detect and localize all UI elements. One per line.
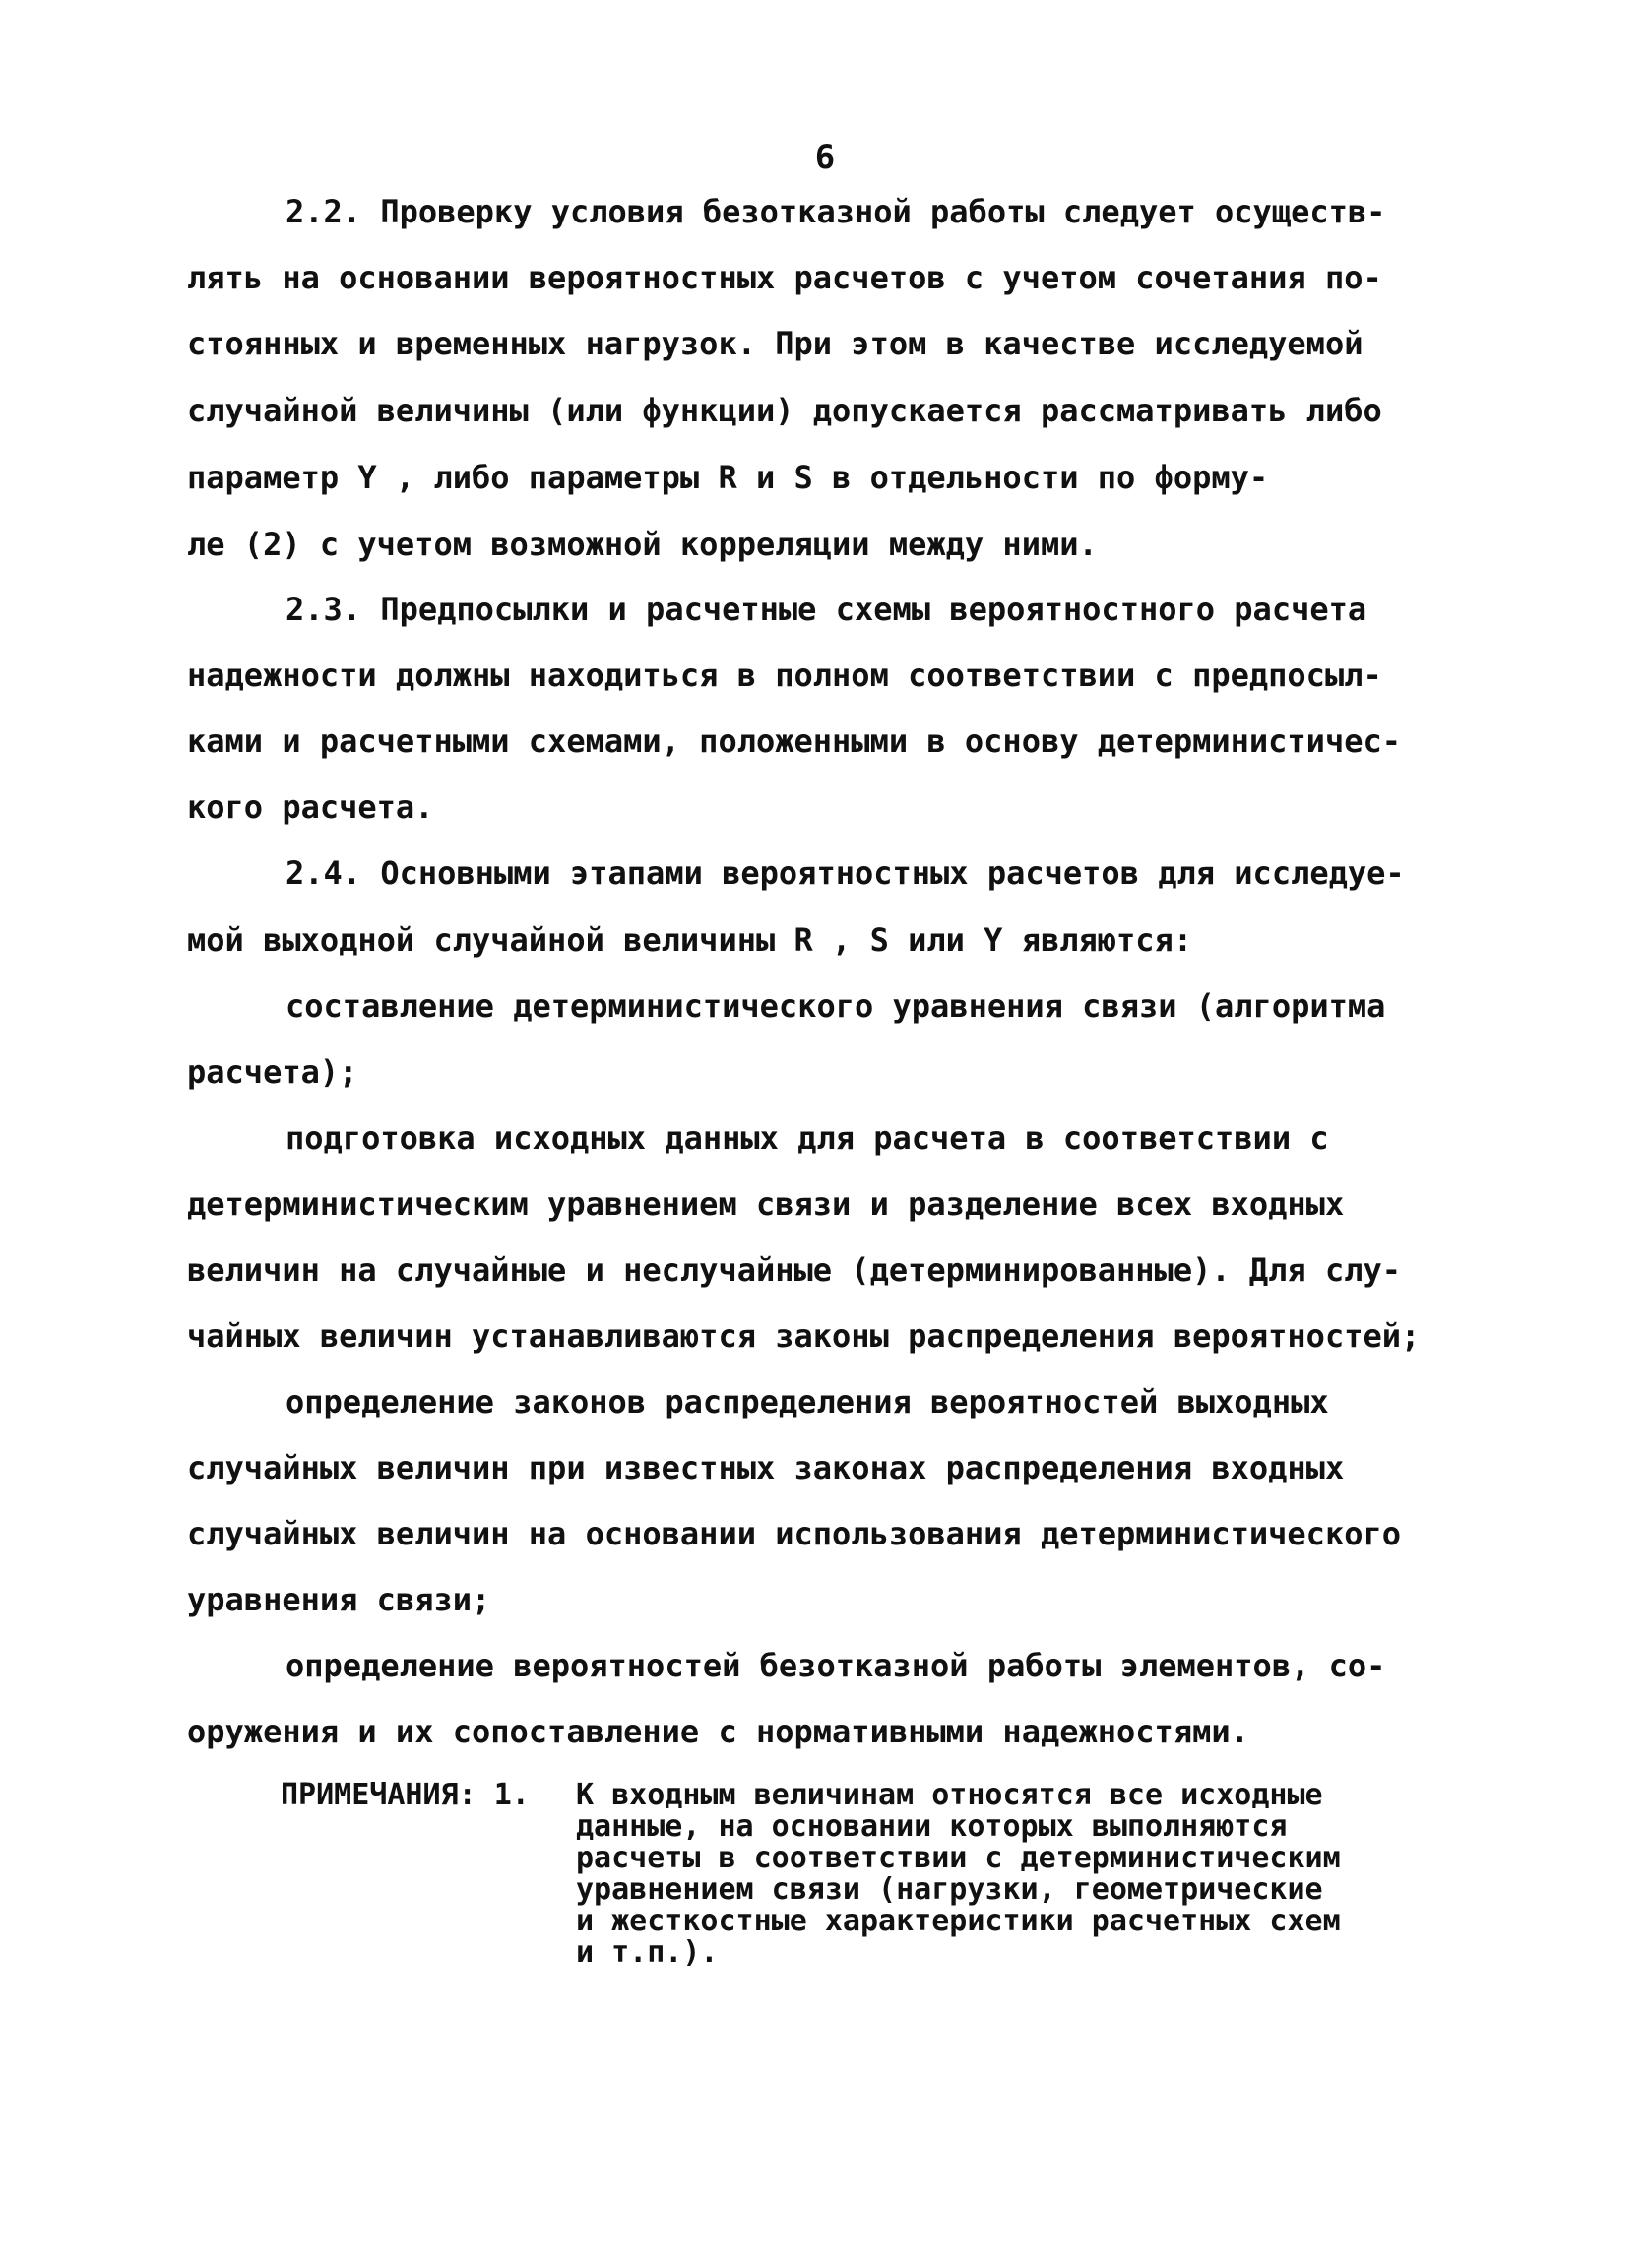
paragraph-line: кого расчета. bbox=[187, 788, 434, 826]
paragraph-line: мой выходной случайной величины R , S или Y являются: bbox=[187, 921, 1193, 959]
note-line: и жесткостные характеристики расчетных схем bbox=[576, 1904, 1341, 1938]
page-number: 6 bbox=[814, 138, 836, 177]
paragraph-line: параметр Y , либо параметры R и S в отдельности по форму- bbox=[187, 459, 1269, 496]
note-label: ПРИМЕЧАНИЯ: 1. bbox=[281, 1778, 530, 1812]
note-line: данные, на основании которых выполняются bbox=[576, 1809, 1288, 1844]
paragraph-line: детерминистическим уравнением связи и разделение всех входных bbox=[187, 1185, 1345, 1223]
paragraph-line: стоянных и временных нагрузок. При этом в качестве исследуемой bbox=[187, 325, 1364, 362]
paragraph-line: 2.4. Основными этапами вероятностных расчетов для исследуе- bbox=[286, 854, 1405, 892]
paragraph-line: определение законов распределения вероятностей выходных bbox=[286, 1383, 1329, 1420]
paragraph-line: случайных величин на основании использования детерминистического bbox=[187, 1515, 1401, 1552]
paragraph-line: расчета); bbox=[187, 1053, 358, 1091]
paragraph-line: случайных величин при известных законах распределения входных bbox=[187, 1449, 1345, 1486]
paragraph-line: ками и расчетными схемами, положенными в основу детерминистичес- bbox=[187, 723, 1401, 760]
paragraph-line: величин на случайные и неслучайные (детерминированные). Для слу- bbox=[187, 1251, 1401, 1289]
paragraph-line: определение вероятностей безотказной работы элементов, со- bbox=[286, 1647, 1386, 1684]
paragraph-line: подготовка исходных данных для расчета в соответствии с bbox=[286, 1119, 1329, 1157]
paragraph-line: 2.2. Проверку условия безотказной работы следует осуществ- bbox=[286, 193, 1386, 230]
paragraph-line: случайной величины (или функции) допускается рассматривать либо bbox=[187, 392, 1382, 429]
paragraph-line: ле (2) с учетом возможной корреляции между ними. bbox=[187, 526, 1098, 563]
paragraph-line: надежности должны находиться в полном соответствии с предпосыл- bbox=[187, 657, 1382, 694]
note-line: и т.п.). bbox=[576, 1935, 719, 1970]
paragraph-line: чайных величин устанавливаются законы распределения вероятностей; bbox=[187, 1317, 1421, 1354]
note-line: К входным величинам относятся все исходные bbox=[576, 1778, 1323, 1812]
note-line: расчеты в соответствии с детерминистическим bbox=[576, 1841, 1341, 1875]
paragraph-line: оружения и их сопоставление с нормативными надежностями. bbox=[187, 1713, 1249, 1750]
paragraph-line: лять на основании вероятностных расчетов с учетом сочетания по- bbox=[187, 259, 1382, 296]
note-line: уравнением связи (нагрузки, геометрические bbox=[576, 1872, 1323, 1907]
paragraph-line: составление детерминистического уравнения связи (алгоритма bbox=[286, 987, 1386, 1025]
paragraph-line: уравнения связи; bbox=[187, 1581, 491, 1618]
paragraph-line: 2.3. Предпосылки и расчетные схемы вероятностного расчета bbox=[286, 591, 1367, 628]
